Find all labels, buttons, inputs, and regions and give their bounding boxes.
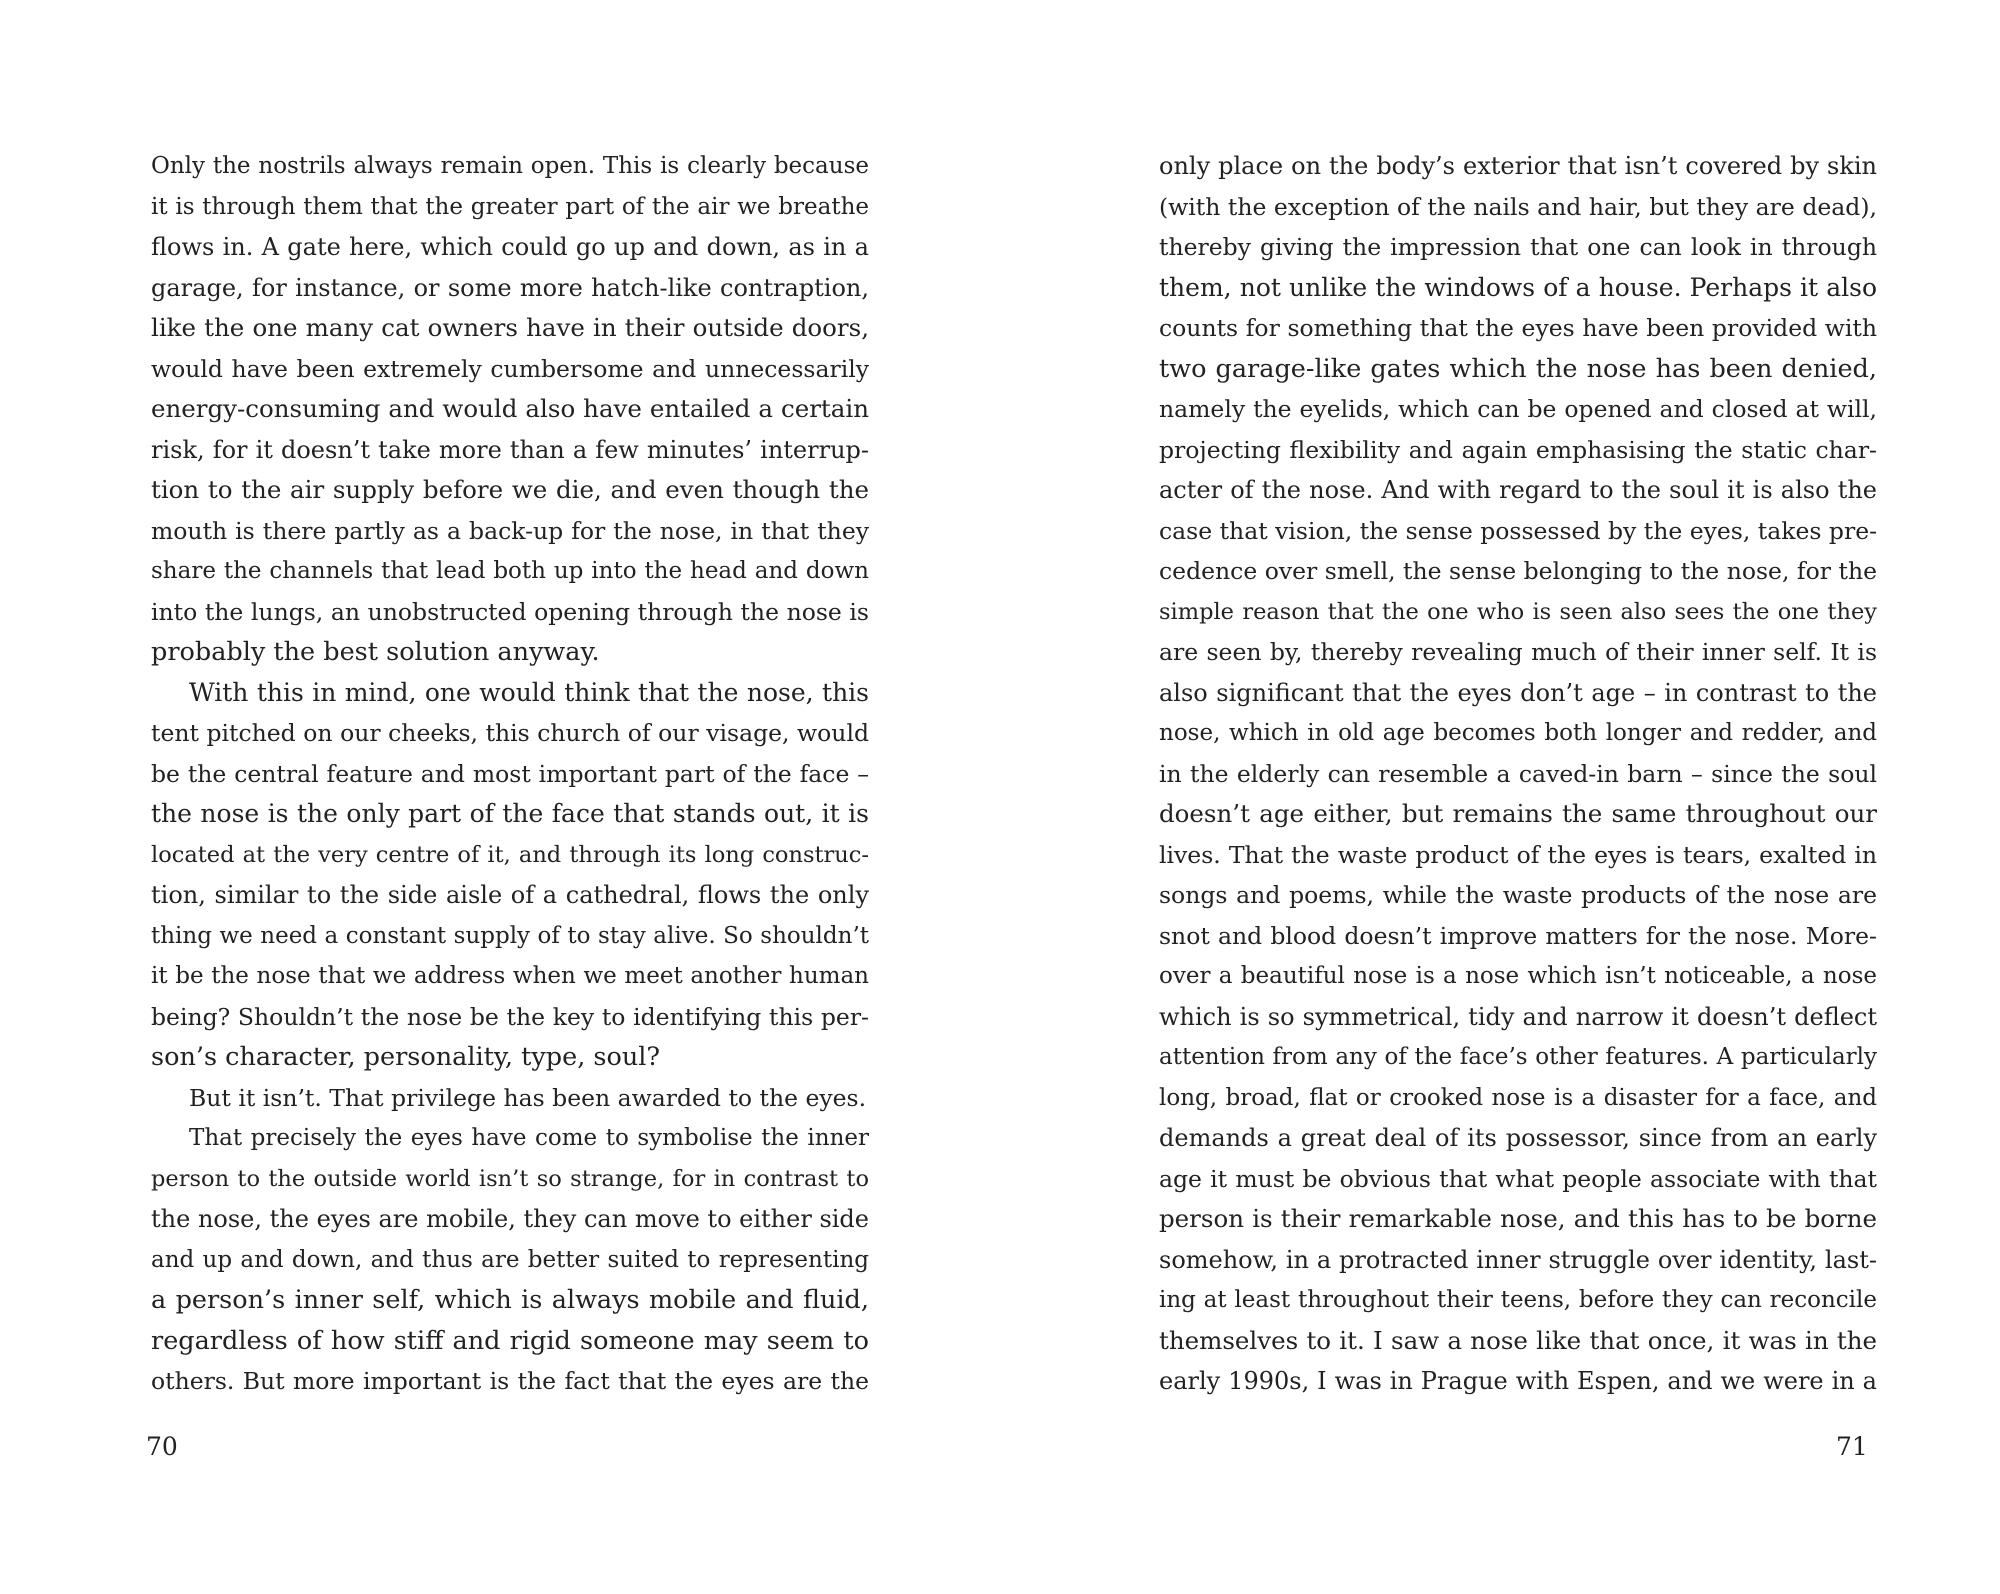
text-line: them, not unlike the windows of a house. Perhaps it also (1159, 272, 1877, 302)
text-line: and up and down, and thus are better suited to representing (151, 1246, 869, 1273)
text-line: the nose is the only part of the face that stands out, it is (151, 799, 869, 828)
text-line: regardless of how stiff and rigid someone may seem to (151, 1325, 869, 1356)
text-line: a person’s inner self, which is always mobile and fluid, (151, 1285, 869, 1315)
text-line: in the elderly can resemble a caved-in barn – since the soul (1159, 759, 1877, 788)
text-line: With this in mind, one would think that the nose, this (189, 677, 869, 707)
text-line: namely the eyelids, which can be opened and closed at will, (1159, 395, 1877, 423)
text-line: acter of the nose. And with regard to the soul it is also the (1159, 476, 1877, 504)
text-line: person to the outside world isn’t so strange, for in contrast to (151, 1165, 869, 1192)
text-line: only place on the body’s exterior that isn’t covered by skin (1159, 152, 1877, 180)
text-line: others. But more important is the fact that the eyes are the (151, 1367, 869, 1395)
text-line: over a beautiful nose is a nose which isn’t noticeable, a nose (1159, 963, 1877, 989)
text-line: garage, for instance, or some more hatch-like contraption, (151, 273, 869, 302)
text-line: being? Shouldn’t the nose be the key to identifying this per- (151, 1002, 869, 1031)
text-line: mouth is there partly as a back-up for the nose, in that they (151, 516, 869, 545)
text-line: are seen by, thereby revealing much of their inner self. It is (1159, 638, 1877, 666)
text-line: like the one many cat owners have in their outside doors, (151, 313, 869, 342)
text-line: person is their remarkable nose, and this has to be borne (1159, 1204, 1877, 1233)
text-line: demands a great deal of its possessor, since from an early (1159, 1124, 1877, 1152)
text-line: thereby giving the impression that one can look in through (1159, 233, 1877, 261)
text-line: long, broad, flat or crooked nose is a disaster for a face, and (1159, 1084, 1877, 1111)
text-line: cedence over smell, the sense belonging to the nose, for the (1159, 557, 1877, 585)
text-line: case that vision, the sense possessed by the eyes, takes pre- (1159, 516, 1878, 545)
text-line: share the channels that lead both up into the head and down (151, 558, 869, 584)
text-line: the nose, the eyes are mobile, they can move to either side (151, 1205, 869, 1233)
text-line: it be the nose that we address when we meet another human (151, 963, 869, 989)
text-line: projecting flexibility and again emphasising the static char- (1159, 435, 1877, 464)
left-page-text (151, 146, 869, 1402)
text-line: ing at least throughout their teens, before they can reconcile (1159, 1287, 1877, 1313)
text-line: somehow, in a protracted inner struggle over identity, last- (1159, 1245, 1877, 1274)
right-page-text (1159, 146, 1877, 1402)
text-line: tion, similar to the side aisle of a cathedral, flows the only (151, 881, 869, 909)
page-number-left: 70 (146, 1432, 178, 1461)
text-line: it is through them that the greater part of the air we breathe (151, 193, 869, 220)
text-line: (with the exception of the nails and hair, but they are dead), (1159, 192, 1877, 221)
text-line: themselves to it. I saw a nose like that once, it was in the (1159, 1325, 1877, 1355)
text-line: counts for something that the eyes have been provided with (1159, 314, 1877, 342)
text-line: risk, for it doesn’t take more than a few minutes’ interrup- (151, 435, 869, 464)
text-line: be the central feature and most important part of the face – (151, 759, 869, 788)
text-line: would have been extremely cumbersome and unnecessarily (151, 354, 869, 383)
text-line: nose, which in old age becomes both longer and redder, and (1159, 720, 1877, 746)
text-line: simple reason that the one who is seen also sees the one they (1159, 598, 1877, 625)
text-line: energy-consuming and would also have entailed a certain (151, 394, 869, 423)
text-line: tion to the air supply before we die, and even though the (151, 475, 869, 504)
text-line: also significant that the eyes don’t age – in contrast to the (1159, 678, 1877, 707)
text-line: songs and poems, while the waste products of the nose are (1159, 881, 1877, 909)
text-line: son’s character, personality, type, soul? (151, 1042, 661, 1072)
text-line: flows in. A gate here, which could go up and down, as in a (151, 233, 869, 261)
text-line: tent pitched on our cheeks, this church of our visage, would (151, 719, 869, 747)
text-line: Only the nostrils always remain open. This is clearly because (151, 153, 869, 179)
text-line: snot and blood doesn’t improve matters for the nose. More- (1159, 921, 1877, 950)
text-line: two garage-like gates which the nose has been denied, (1159, 353, 1877, 384)
text-line: located at the very centre of it, and through its long construc- (151, 841, 869, 868)
text-line: age it must be obvious that what people associate with that (1159, 1164, 1877, 1193)
text-line: which is so symmetrical, tidy and narrow it doesn’t deflect (1159, 1002, 1877, 1031)
text-line: early 1990s, I was in Prague with Espen, and we were in a (1159, 1367, 1877, 1395)
text-line: lives. That the waste product of the eyes is tears, exalted in (1159, 840, 1877, 869)
page-number-right: 71 (1836, 1432, 1868, 1461)
text-line: thing we need a constant supply of to stay alive. So shouldn’t (151, 922, 869, 949)
text-line: doesn’t age either, but remains the same throughout our (1159, 799, 1877, 828)
text-line: into the lungs, an unobstructed opening through the nose is (151, 597, 869, 626)
text-line: That precisely the eyes have come to symbolise the inner (189, 1125, 869, 1151)
text-line: attention from any of the face’s other features. A particularly (1159, 1044, 1877, 1070)
text-line: But it isn’t. That privilege has been awarded to the eyes. (189, 1083, 867, 1112)
text-line: probably the best solution anyway. (151, 637, 600, 667)
